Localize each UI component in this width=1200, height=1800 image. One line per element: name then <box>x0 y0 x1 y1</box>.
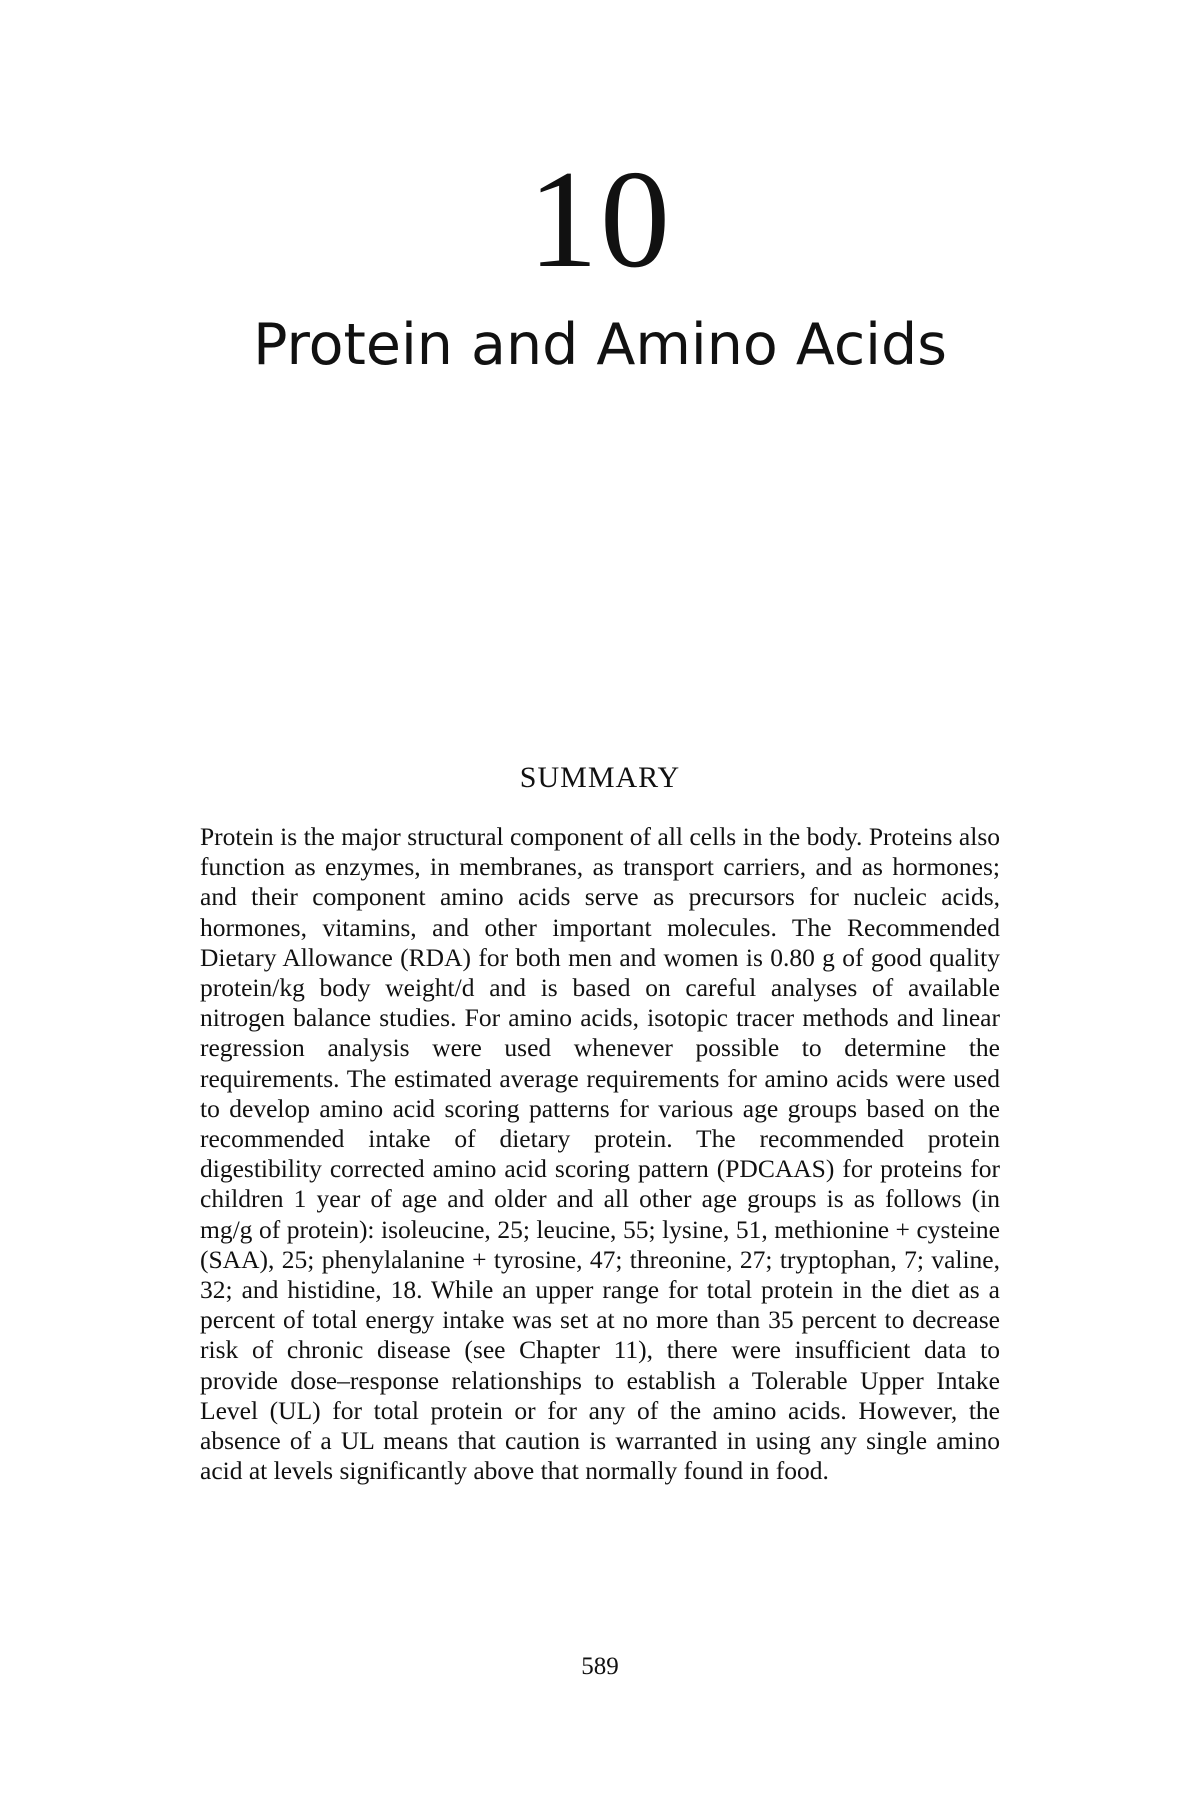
summary-paragraph: Protein is the major structural component of all cells in the body. Proteins also function as enzymes, in membranes, as transport carriers, and as hormones; and their component amino acids serve as precursors for nucleic acids, hormones, vitamins, and other important molecules. The Recommended Dietary Allowance (RDA) for both men and women is 0.80 g of good quality protein/kg body weight/d and is based on careful analyses of available nitrogen balance studies. For amino acids, isotopic tracer methods and linear regression analysis were used whenever possible to determine the requirements. The estimated average requirements for amino acids were used to develop amino acid scoring patterns for various age groups based on the recommended intake of dietary protein. The recommended protein digestibility corrected amino acid scoring pattern (PDCAAS) for proteins for children 1 year of age and older and all other age groups is as follows (in mg/g of protein): isoleucine, 25; leucine, 55; lysine, 51, methionine + cysteine (SAA), 25; phenylalanine + tyrosine, 47; threonine, 27; tryptophan, 7; valine, 32; and histidine, 18. While an upper range for total protein in the diet as a percent of total energy intake was set at no more than 35 percent to decrease risk of chronic disease (see Chapter 11), there were insufficient data to provide dose–response relationships to establish a Tolerable Upper Intake Level (UL) for total protein or for any of the amino acids. However, the absence of a UL means that caution is warranted in using any single amino acid at levels significantly above that normally found in food. <box>200 822 1000 1486</box>
chapter-title: Protein and Amino Acids <box>253 312 947 378</box>
chapter-number: 10 <box>528 142 672 297</box>
page-number: 589 <box>581 1653 619 1680</box>
summary-heading: SUMMARY <box>519 761 681 794</box>
